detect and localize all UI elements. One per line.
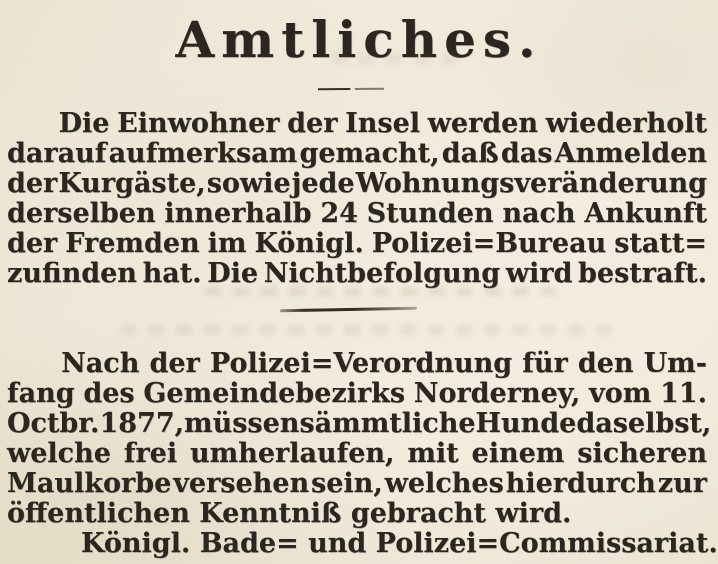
word: fang <box>7 378 75 409</box>
word: 1877, <box>99 408 185 439</box>
word: daselbst, <box>576 408 712 439</box>
word: Einwohner <box>117 108 280 139</box>
word: wird <box>505 258 573 289</box>
word: sein, <box>311 468 383 499</box>
separator-rule-middle <box>280 307 417 313</box>
word: gemacht, <box>299 138 440 169</box>
word: daß <box>441 138 499 169</box>
text-line: Königl. Bade= und Polizei=Commissariat. <box>81 528 718 559</box>
word: aufmerksam <box>108 138 298 169</box>
word: Anmelden <box>554 138 707 169</box>
word: nach <box>502 198 576 229</box>
word: sämmtliche <box>299 408 476 439</box>
paragraph-registration-notice <box>7 109 707 289</box>
word: sicheren <box>577 438 707 469</box>
text-line <box>7 229 707 259</box>
word: derselben <box>7 198 156 229</box>
word: sowie <box>206 168 291 199</box>
word: Die <box>58 108 110 139</box>
word: Maulkorbe <box>7 468 172 499</box>
word: jede <box>291 168 355 199</box>
text-line: öffentlichen Kenntniß gebracht wird. <box>7 498 572 529</box>
word: Wohnungsveränderung <box>355 168 707 199</box>
word: für <box>522 348 568 379</box>
word: einem <box>471 438 565 469</box>
word: Ankunft <box>584 198 707 229</box>
first-line-indent <box>7 109 51 139</box>
word: versehen <box>173 468 310 499</box>
text-line <box>7 109 707 139</box>
word: Hunde <box>475 408 577 439</box>
text-line <box>7 439 707 469</box>
word: der <box>7 228 58 259</box>
word: Königl. <box>254 228 364 259</box>
word: Stunden <box>366 198 494 229</box>
word: der <box>149 348 200 379</box>
word: Kurgäste, <box>58 168 206 199</box>
first-line-indent <box>7 349 51 379</box>
word: den <box>577 348 634 379</box>
word: statt= <box>614 228 707 259</box>
text-line <box>7 379 707 409</box>
word: 11. <box>660 378 707 409</box>
text-line <box>7 408 712 439</box>
paragraph-dog-ordinance <box>7 348 718 559</box>
document-title: Amtliches. <box>175 10 543 69</box>
word: müssen <box>184 408 300 439</box>
word: Die <box>207 258 259 289</box>
word: hat. <box>142 258 202 289</box>
word: Norderney, <box>413 378 581 409</box>
word: Um- <box>643 348 707 379</box>
text-line <box>7 139 707 169</box>
word: Gemeindebezirks <box>143 378 406 409</box>
word: Polizei=Verordnung <box>209 348 513 379</box>
word: bestraft. <box>578 258 707 289</box>
word: Octbr. <box>7 408 100 439</box>
word: im <box>207 228 247 259</box>
word: vom <box>589 378 652 409</box>
word: hierdurch <box>505 468 656 499</box>
word: mit <box>407 438 459 469</box>
word: 24 <box>320 198 358 229</box>
word: frei <box>123 438 178 469</box>
text-line <box>7 259 707 289</box>
word: innerhalb <box>164 198 312 229</box>
word: welches <box>384 468 504 499</box>
word: Fremden <box>65 228 200 259</box>
separator-rule-top <box>318 88 384 91</box>
text-line <box>7 469 707 499</box>
bleed-through-smudge <box>120 325 620 335</box>
word: der <box>287 108 338 139</box>
word: des <box>83 378 135 409</box>
word: Polizei=Bureau <box>371 228 607 259</box>
word: umherlaufen, <box>190 438 395 469</box>
text-line <box>7 199 707 229</box>
word: wiederholt <box>545 108 707 139</box>
word: Insel <box>345 108 421 139</box>
word: Nichtbefolgung <box>263 258 501 289</box>
word: Nach <box>61 348 140 379</box>
word: zur <box>657 468 707 499</box>
word: zufinden <box>7 258 137 289</box>
word: der <box>7 168 58 199</box>
word: das <box>500 138 553 169</box>
text-line <box>7 349 707 379</box>
text-line <box>7 169 707 199</box>
word: werden <box>427 108 538 139</box>
word: darauf <box>7 138 107 169</box>
word: welche <box>7 438 111 469</box>
